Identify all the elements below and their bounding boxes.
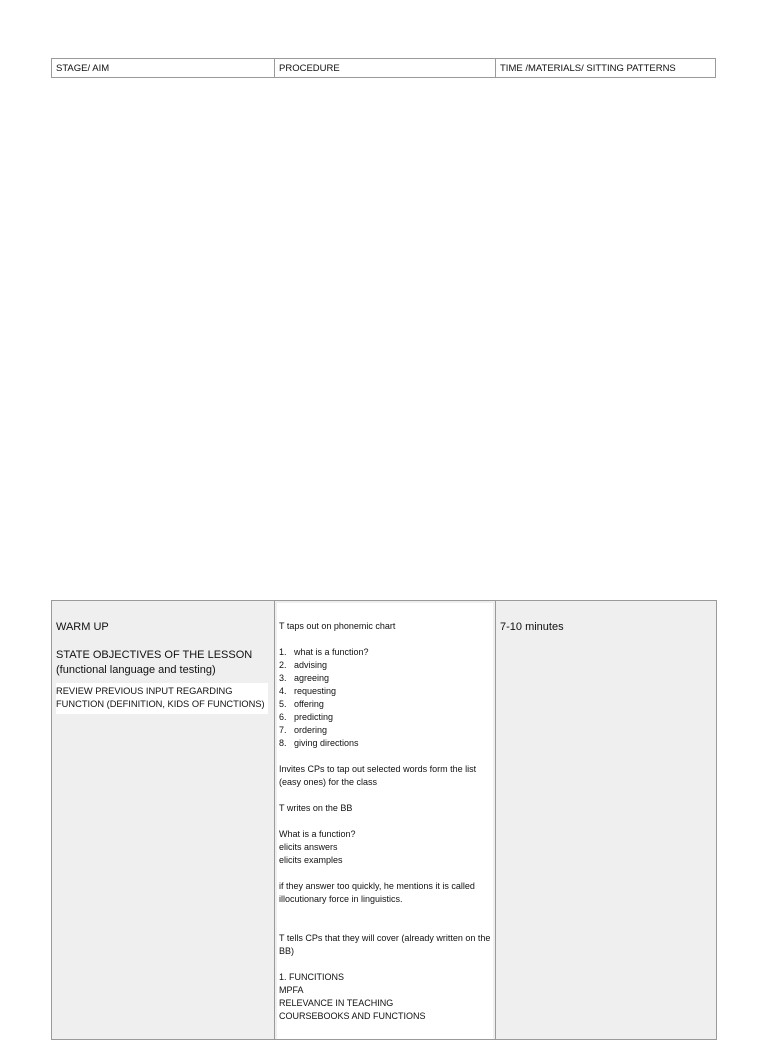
review-line: FUNCTION (DEFINITION, KIDS OF FUNCTIONS) xyxy=(56,699,265,709)
cover-item: RELEVANCE IN TEACHING xyxy=(279,998,394,1008)
function-list xyxy=(279,646,491,750)
objectives-text xyxy=(56,648,274,678)
procedure-content xyxy=(277,603,493,1039)
invites-text: (easy ones) for the class xyxy=(279,777,378,787)
elicits-answers-text: elicits answers xyxy=(279,842,338,852)
question-text: What is a function? xyxy=(279,829,356,839)
header-stage-aim: STAGE/ AIM xyxy=(56,63,110,74)
writes-text: T writes on the BB xyxy=(279,803,353,813)
time-materials-cell xyxy=(495,601,716,1039)
list-item: 5. offering xyxy=(279,699,324,709)
cover-item: 1. FUNCITIONS xyxy=(279,972,345,982)
stage-aim-cell xyxy=(52,601,274,1039)
header-procedure: PROCEDURE xyxy=(274,59,495,77)
objectives-line: (functional language and testing) xyxy=(56,664,216,676)
invites-text: Invites CPs to tap out selected words form the list xyxy=(279,764,477,774)
header-time-materials: TIME /MATERIALS/ SITTING PATTERNS xyxy=(495,59,715,77)
elicits-examples-text: elicits examples xyxy=(279,855,343,865)
list-item: 2. advising xyxy=(279,660,328,670)
list-item: 8. giving directions xyxy=(279,738,359,748)
cover-item: MPFA xyxy=(279,985,304,995)
tells-text: T tells CPs that they will cover (already written on the xyxy=(279,933,491,943)
quick-answer-text: illocutionary force in linguistics. xyxy=(279,894,403,904)
review-text xyxy=(56,683,268,714)
review-line: REVIEW PREVIOUS INPUT REGARDING xyxy=(56,686,233,696)
list-item: 7. ordering xyxy=(279,725,328,735)
list-item: 4. requesting xyxy=(279,686,337,696)
tells-text: BB) xyxy=(279,946,295,956)
cover-item: COURSEBOOKS AND FUNCTIONS xyxy=(279,1011,426,1021)
duration-text: 7-10 minutes xyxy=(500,621,564,633)
procedure-intro: T taps out on phonemic chart xyxy=(279,621,396,631)
warm-up-label: WARM UP xyxy=(56,621,109,633)
lesson-plan-table xyxy=(51,600,717,1040)
quick-answer-text: if they answer too quickly, he mentions it is called xyxy=(279,881,475,891)
list-item: 6. predicting xyxy=(279,712,334,722)
objectives-line: STATE OBJECTIVES OF THE LESSON xyxy=(56,649,253,661)
list-item: 3. agreeing xyxy=(279,673,330,683)
list-item: 1. what is a function? xyxy=(279,647,369,657)
procedure-cell xyxy=(274,601,495,1039)
lesson-plan-header-table xyxy=(51,58,716,78)
